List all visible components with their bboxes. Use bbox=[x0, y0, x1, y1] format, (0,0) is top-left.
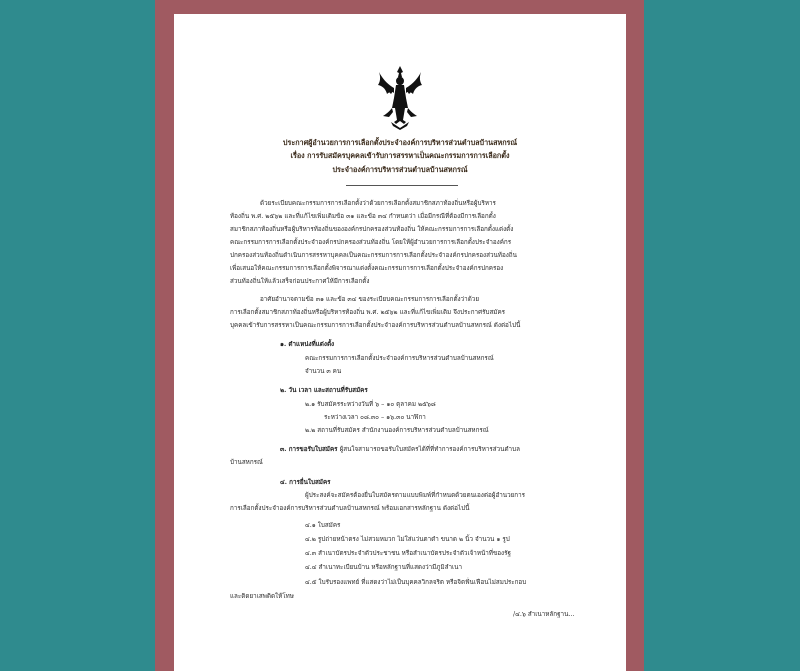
title-divider bbox=[346, 185, 458, 186]
section-4-heading: ๔. การยื่นใบสมัคร bbox=[280, 479, 331, 486]
doc-title-line-2: เรื่อง การรับสมัครบุคคลเข้ารับการสรรหาเป็นคณะกรรมการการเลือกตั้ง bbox=[290, 151, 510, 160]
section-3-text: ผู้สนใจสามารถขอรับใบสมัครได้ที่ที่ทำการองค์การบริหารส่วนตำบล bbox=[339, 446, 520, 453]
section-2-line: ๒.๒ สถานที่รับสมัคร สำนักงานองค์การบริหารส่วนตำบลบ้านสหกรณ์ bbox=[305, 427, 489, 434]
intro-line: คณะกรรมการการเลือกตั้งประจำองค์กรปกครองส่วนท้องถิ่น โดยให้ผู้อำนวยการการเลือกตั้งประจำองค์กร bbox=[230, 239, 512, 246]
para2-line: บุคคลเข้ารับการสรรหาเป็นคณะกรรมการการเลือกตั้งประจำองค์การบริหารส่วนตำบลบ้านสหกรณ์ ดังต่อไปนี้ bbox=[230, 322, 521, 329]
section-1-line: คณะกรรมการการเลือกตั้งประจำองค์การบริหารส่วนตำบลบ้านสหกรณ์ bbox=[305, 355, 494, 362]
section-4-item: ๔.๕ ใบรับรองแพทย์ ที่แสดงว่าไม่เป็นบุคคลวิกลจริต หรือจิตฟั่นเฟือนไม่สมประกอบ bbox=[305, 579, 527, 586]
document-page bbox=[174, 14, 626, 671]
doc-title-line-3: ประจำองค์การบริหารส่วนตำบลบ้านสหกรณ์ bbox=[332, 165, 468, 174]
section-4-line: การเลือกตั้งประจำองค์การบริหารส่วนตำบลบ้านสหกรณ์ พร้อมเอกสารหลักฐาน ดังต่อไปนี้ bbox=[230, 505, 470, 512]
intro-line: ท้องถิ่น พ.ศ. ๒๕๖๒ และที่แก้ไขเพิ่มเติมข้อ ๓๑ และข้อ ๓๔ กำหนดว่า เมื่อมีกรณีที่ต้องมีการเลือกตั้ง bbox=[230, 213, 496, 220]
section-3-line bbox=[280, 446, 520, 454]
section-4-line: ผู้ประสงค์จะสมัครต้องยื่นใบสมัครตามแบบพิมพ์ที่กำหนดด้วยตนเองต่อผู้อำนวยการ bbox=[305, 492, 526, 499]
section-1-line: จำนวน ๓ คน bbox=[305, 368, 342, 375]
doc-title-line-1: ประกาศผู้อำนวยการการเลือกตั้งประจำองค์การบริหารส่วนตำบลบ้านสหกรณ์ bbox=[282, 138, 518, 147]
intro-line: สมาชิกสภาท้องถิ่นหรือผู้บริหารท้องถิ่นขององค์กรปกครองส่วนท้องถิ่น ให้คณะกรรมการการเลือกตั้งแต่งตั้ง bbox=[230, 226, 514, 233]
section-3-cont: บ้านสหกรณ์ bbox=[230, 459, 263, 466]
garuda-emblem bbox=[377, 64, 423, 130]
intro-line: ปกครองส่วนท้องถิ่นดำเนินการสรรหาบุคคลเป็นคณะกรรมการการเลือกตั้งประจำองค์กรปกครองส่วนท้องถิ่น bbox=[230, 252, 517, 259]
section-1-heading: ๑. ตำแหน่งที่แต่งตั้ง bbox=[280, 341, 335, 348]
section-4-tail: และติดยาเสพติดให้โทษ bbox=[230, 593, 294, 600]
section-2-line: ระหว่างเวลา ๐๘.๓๐ – ๑๖.๓๐ นาฬิกา bbox=[324, 414, 426, 421]
intro-line: เพื่อเสนอให้คณะกรรมการการเลือกตั้งพิจารณาแต่งตั้งคณะกรรมการการเลือกตั้งประจำองค์กรปกครอง bbox=[230, 265, 504, 272]
section-4-item: ๔.๒ รูปถ่ายหน้าตรง ไม่สวมหมวก ไม่ใส่แว่นตาดำ ขนาด ๒ นิ้ว จำนวน ๑ รูป bbox=[305, 536, 510, 543]
intro-line: ด้วยระเบียบคณะกรรมการการเลือกตั้งว่าด้วยการเลือกตั้งสมาชิกสภาท้องถิ่นหรือผู้บริหาร bbox=[260, 200, 496, 207]
intro-line: ส่วนท้องถิ่นให้แล้วเสร็จก่อนประกาศให้มีการเลือกตั้ง bbox=[230, 278, 370, 285]
section-2-line: ๒.๑ รับสมัครระหว่างวันที่ ๖ – ๑๐ ตุลาคม ๒๕๖๘ bbox=[305, 401, 436, 408]
section-4-item: ๔.๔ สำเนาทะเบียนบ้าน หรือหลักฐานที่แสดงว่ามีภูมิลำเนา bbox=[305, 564, 463, 571]
next-page-note: /๔.๖ สำเนาหลักฐาน... bbox=[513, 611, 575, 618]
para2-line: อาศัยอำนาจตามข้อ ๓๑ และข้อ ๓๔ ของระเบียบคณะกรรมการการเลือกตั้งว่าด้วย bbox=[260, 296, 480, 303]
section-2-heading: ๒. วัน เวลา และสถานที่รับสมัคร bbox=[280, 387, 368, 394]
section-3-heading: ๓. การขอรับใบสมัคร bbox=[280, 446, 338, 453]
para2-line: การเลือกตั้งสมาชิกสภาท้องถิ่นหรือผู้บริหารท้องถิ่น พ.ศ. ๒๕๖๒ และที่แก้ไขเพิ่มเติม จึงประกาศรับสมัคร bbox=[230, 309, 506, 316]
section-4-item: ๔.๓ สำเนาบัตรประจำตัวประชาชน หรือสำเนาบัตรประจำตัวเจ้าหน้าที่ของรัฐ bbox=[305, 550, 511, 557]
section-4-item: ๔.๑ ใบสมัคร bbox=[305, 522, 341, 529]
